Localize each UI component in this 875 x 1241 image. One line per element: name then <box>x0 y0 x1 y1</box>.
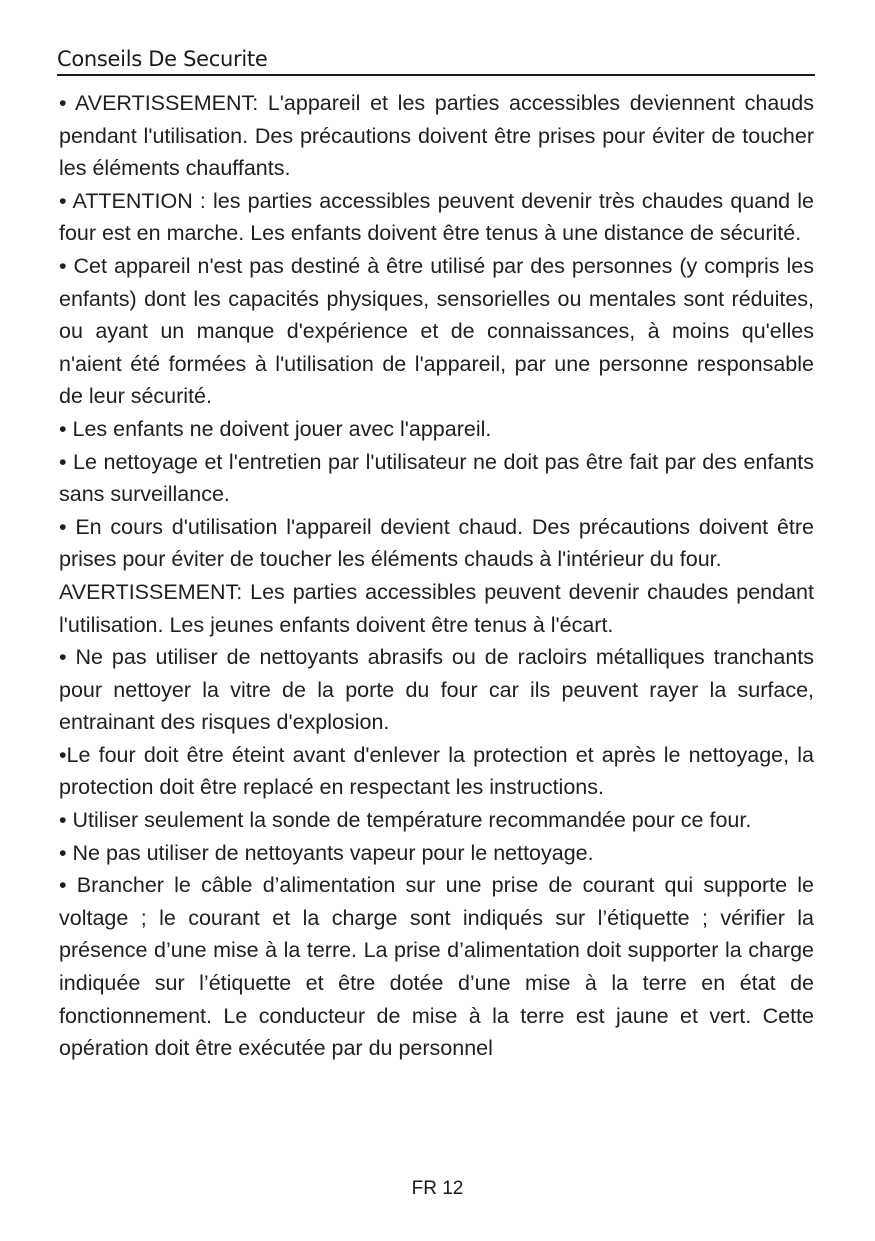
power-cable-notice: • Brancher le câble d’alimentation sur une prise de courant qui supporte le voltage ; le courant et la charge sont indiqués sur l’étiquette ; vérifier la présence d’une mise à la terre. La prise d’alimentation doit supporter la charge indiquée sur l’étiquette et être dotée d’une mise à la terre en état de fonctionnement. Le conducteur de mise à la terre est jaune et vert. Cette opération doit être exécutée par du personnel <box>59 873 814 1061</box>
page-number: FR 12 <box>411 1178 464 1199</box>
abrasive-cleaner-notice: • Ne pas utiliser de nettoyants abrasifs ou de racloirs métalliques tranchants pour nettoyer la vitre de la porte du four car ils peuvent rayer la surface, entrainant des risques d'explosion. <box>59 645 814 735</box>
safety-instructions <box>59 87 814 1065</box>
caution-oven-running: • ATTENTION : les parties accessibles peuvent devenir très chaudes quand le four est en marche. Les enfants doivent être tenus à une distance de sécurité. <box>59 188 814 246</box>
children-play-notice: • Les enfants ne doivent jouer avec l'appareil. <box>59 416 492 441</box>
page-header <box>57 45 815 76</box>
protection-removal-notice: •Le four doit être éteint avant d'enlever la protection et après le nettoyage, la protection doit être replacé en respectant les instructions. <box>59 742 814 800</box>
warning-young-children: AVERTISSEMENT: Les parties accessibles peuvent devenir chaudes pendant l'utilisation. Les jeunes enfants doivent être tenus à l'écart. <box>59 579 814 637</box>
reduced-capacity-notice: • Cet appareil n'est pas destiné à être utilisé par des personnes (y compris les enfants) dont les capacités physiques, sensorielles ou mentales sont réduites, ou ayant un manque d'expérience et de connaissances, à moins qu'elles n'aient été formées à l'utilisation de l'appareil, par une personne responsable de leur sécurité. <box>59 253 814 409</box>
section-title: Conseils De Securite <box>57 47 268 71</box>
temperature-probe-notice: • Utiliser seulement la sonde de température recommandée pour ce four. <box>59 808 752 833</box>
cleaning-supervision-notice: • Le nettoyage et l'entretien par l'utilisateur ne doit pas être fait par des enfants sans surveillance. <box>59 449 814 507</box>
steam-cleaner-notice: • Ne pas utiliser de nettoyants vapeur pour le nettoyage. <box>59 840 594 865</box>
header-divider <box>57 74 815 76</box>
hot-interior-notice: • En cours d'utilisation l'appareil devient chaud. Des précautions doivent être prises pour éviter de toucher les éléments chauds à l'intérieur du four. <box>59 514 814 572</box>
warning-hot-parts: • AVERTISSEMENT: L'appareil et les parties accessibles deviennent chauds pendant l'utilisation. Des précautions doivent être prises pour éviter de toucher les éléments chauffants. <box>59 91 814 181</box>
